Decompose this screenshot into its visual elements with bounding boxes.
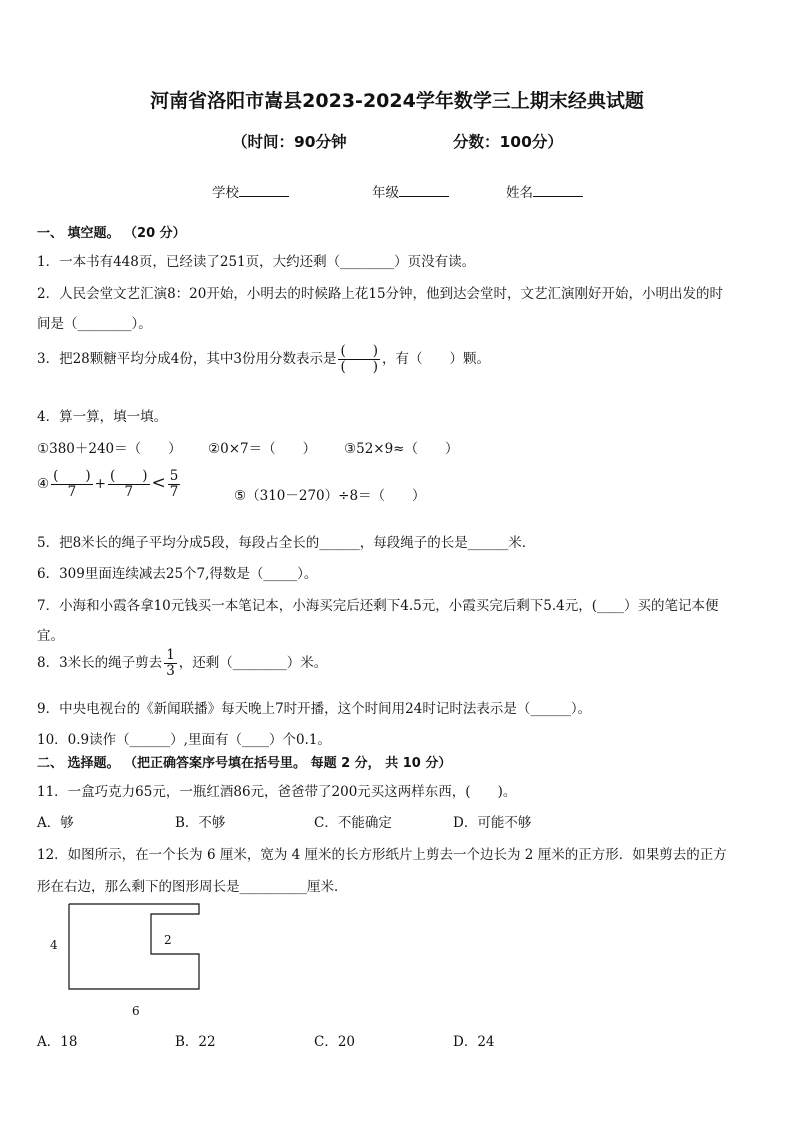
question-8	[37, 648, 327, 679]
exam-time: （时间：90分钟	[232, 133, 347, 151]
question-12-line1: 12．如图所示，在一个长为 6 厘米，宽为 4 厘米的长方形纸片上剪去一个边长为 2 厘米的正方形．如果剪去的正方	[37, 847, 727, 863]
q11-option-a: A．够	[37, 815, 74, 831]
q4d-numerator-1: ( )	[53, 468, 91, 484]
question-4e: ⑤（310－270）÷8＝（ ）	[234, 488, 426, 504]
q3-numerator: ( )	[340, 343, 378, 359]
q11-option-b: B．不够	[175, 815, 226, 831]
exam-score: 分数：100分）	[453, 133, 563, 151]
q4d-plus: +	[94, 475, 106, 492]
cut-rectangle-figure	[30, 895, 230, 1025]
figure-label-width: 6	[132, 1004, 140, 1018]
q4d-mark: ④	[37, 475, 50, 492]
question-4d	[37, 469, 182, 500]
name-field	[506, 181, 583, 201]
question-9: 9．中央电视台的《新闻联播》每天晚上7时开播，这个时间用24时记时法表示是（______）。	[37, 701, 592, 717]
question-2-line1: 2．人民会堂文艺汇演8：20开始，小明去的时候路上花15分钟，他到达会堂时，文艺汇演刚好开始，小明出发的时	[37, 286, 724, 302]
q4d-denominator-3: 7	[169, 483, 179, 500]
figure-label-cut: 2	[164, 933, 172, 947]
q8-text-pre: 8．3米长的绳子剪去	[37, 654, 163, 671]
question-4b: ②0×7＝（ ）	[208, 441, 317, 457]
question-3	[37, 344, 490, 375]
q3-fraction	[338, 344, 380, 375]
question-6: 6．309里面连续减去25个7,得数是（_____）。	[37, 566, 318, 582]
page-title: 河南省洛阳市嵩县2023-2024学年数学三上期末经典试题	[150, 90, 644, 112]
question-11: 11．一盒巧克力65元，一瓶红酒86元，爸爸带了200元买这两样东西，( )。	[37, 784, 517, 800]
q4d-numerator-3: 5	[169, 468, 179, 484]
q8-text-post: ，还剩（________）米。	[178, 654, 328, 671]
question-7-line1: 7．小海和小霞各拿10元钱买一本笔记本，小海买完后还剩下4.5元，小霞买完后剩下5.4元，(____）买的笔记本便	[37, 598, 719, 614]
name-label: 姓名	[506, 185, 533, 201]
q4d-fraction-1	[51, 469, 93, 500]
q12-option-c: C．20	[314, 1034, 356, 1050]
q11-option-d: D．可能不够	[453, 815, 532, 831]
q12-option-a: A．18	[37, 1034, 78, 1050]
q8-denominator: 3	[166, 662, 175, 679]
grade-field	[372, 181, 449, 201]
q3-text-pre: 3．把28颗糖平均分成4份，其中3份用分数表示是	[37, 350, 337, 367]
q4d-denominator-2: 7	[124, 483, 134, 500]
figure-label-height: 4	[50, 938, 58, 952]
question-4c: ③52×9≈（ ）	[344, 441, 459, 457]
question-1: 1．一本书有448页，已经读了251页，大约还剩（________）页没有读。	[37, 254, 476, 270]
q4d-less-than: <	[151, 472, 166, 493]
question-5: 5．把8米长的绳子平均分成5段，每段占全长的______，每段绳子的长是______米．	[37, 535, 536, 551]
school-field	[212, 181, 289, 201]
question-10: 10．0.9读作（______）,里面有（____）个0.1。	[37, 732, 331, 748]
school-label: 学校	[212, 185, 239, 201]
grade-label: 年级	[372, 185, 399, 201]
grade-blank	[399, 184, 449, 197]
q4d-fraction-2	[108, 469, 150, 500]
name-blank	[533, 184, 583, 197]
question-7-line2: 宜。	[37, 628, 64, 644]
q4d-denominator-1: 7	[67, 483, 77, 500]
figure-outline	[69, 904, 199, 989]
q3-denominator: ( )	[340, 358, 378, 375]
section2-heading: 二、 选择题。 （把正确答案序号填在括号里。 每题 2 分， 共 10 分）	[37, 756, 452, 771]
q4d-fraction-3	[168, 469, 181, 500]
q8-numerator: 1	[166, 647, 175, 663]
question-2-line2: 间是（________）。	[37, 316, 152, 332]
q12-option-d: D．24	[453, 1034, 495, 1050]
q3-text-post: ，有（ ）颗。	[382, 350, 490, 367]
question-12-line2: 形在右边，那么剩下的图形周长是__________厘米．	[37, 879, 348, 895]
q8-fraction	[164, 648, 177, 679]
question-4a: ①380＋240＝（ ）	[37, 441, 182, 457]
q12-option-b: B．22	[175, 1034, 216, 1050]
q11-option-c: C．不能确定	[314, 815, 392, 831]
section1-heading: 一、 填空题。 （20 分）	[37, 226, 186, 241]
school-blank	[239, 184, 289, 197]
question-4: 4．算一算，填一填。	[37, 409, 168, 425]
q4d-numerator-2: ( )	[109, 468, 148, 484]
